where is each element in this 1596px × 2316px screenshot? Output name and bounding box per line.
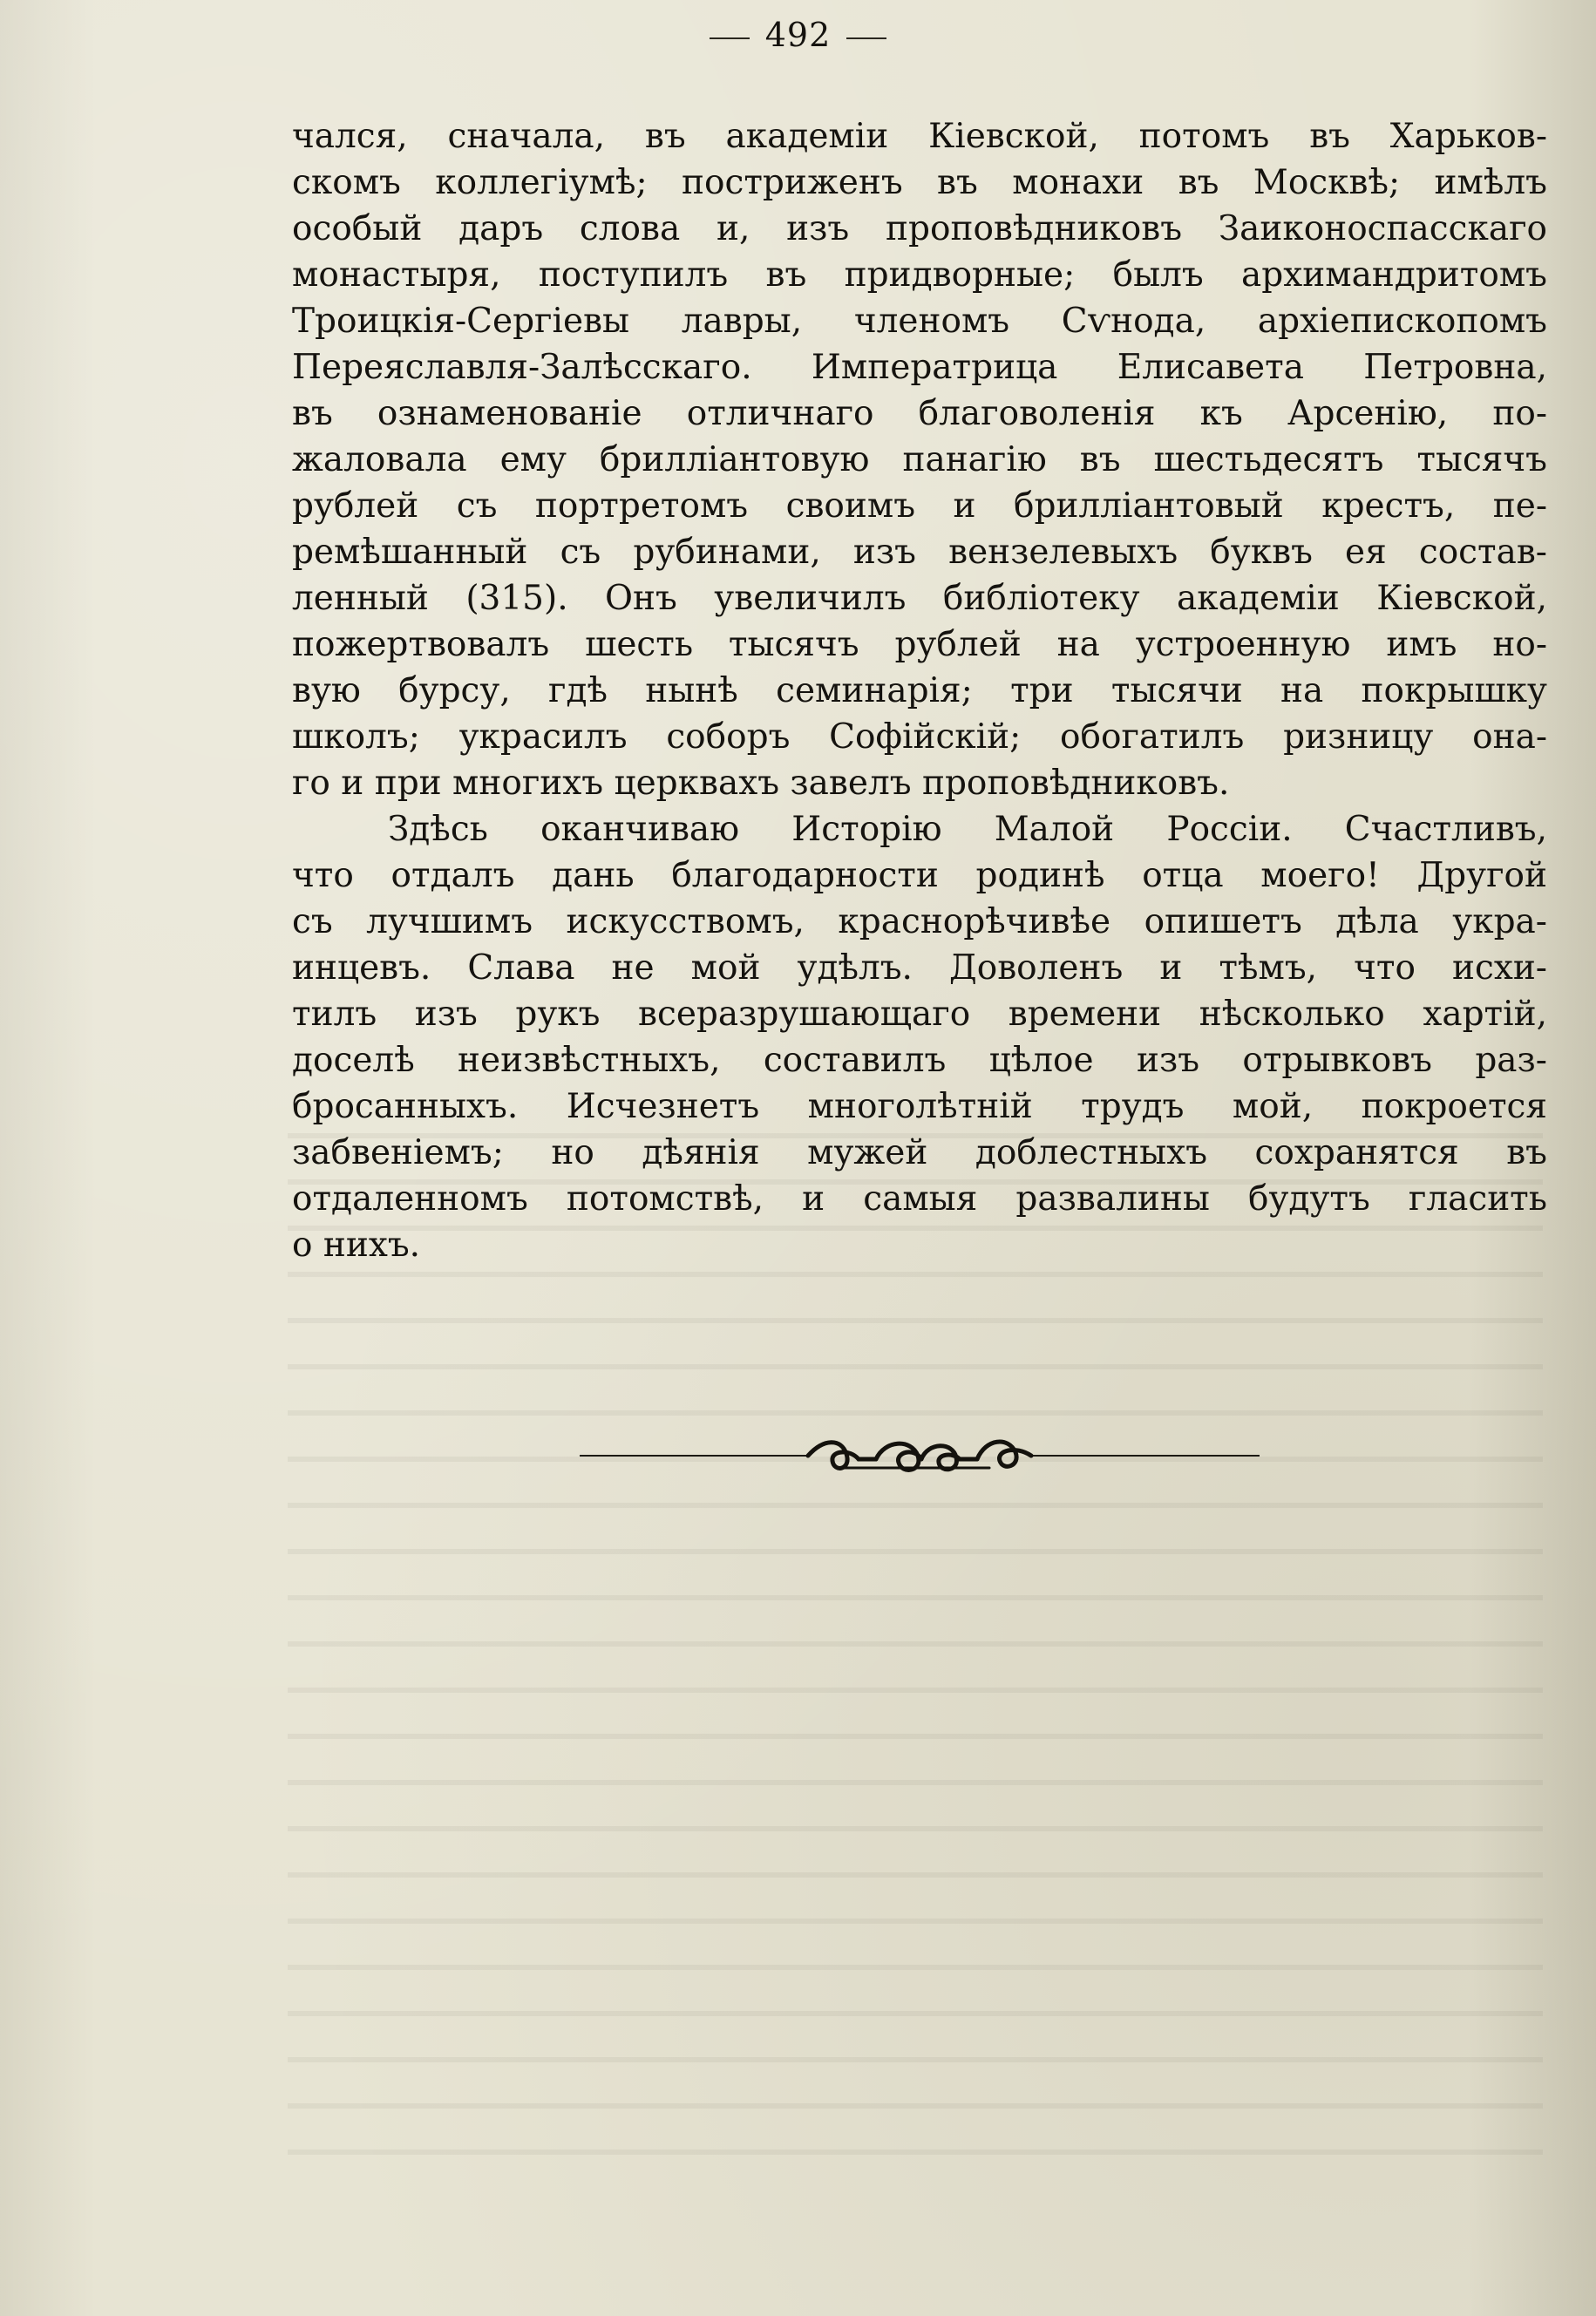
text-line: о нихъ. <box>292 1226 421 1265</box>
text-line: Переяславля-Залѣсскаго. Императрица Елисавета Петровна, <box>292 348 1547 387</box>
page-header <box>0 16 1596 54</box>
text-line: съ лучшимъ искусствомъ, краснорѣчивѣе опишетъ дѣла укра- <box>292 902 1547 941</box>
text-line: монастыря, поступилъ въ придворные; былъ архимандритомъ <box>292 255 1547 295</box>
text-line: вую бурсу, гдѣ нынѣ семинарія; три тысячи на покрышку <box>292 671 1547 710</box>
text-line: отдаленномъ потомствѣ, и самыя развалины будутъ гласить <box>292 1179 1547 1219</box>
text-line: рублей съ портретомъ своимъ и брилліантовый крестъ, пе- <box>292 486 1547 526</box>
text-line: жаловала ему брилліантовую панагію въ шестьдесятъ тысячъ <box>292 440 1547 479</box>
text-line: Троицкія-Сергіевы лавры, членомъ Сѵнода, архіепископомъ <box>292 302 1547 341</box>
header-dash-left <box>710 37 750 39</box>
text-line: тилъ изъ рукъ всеразрушающаго времени нѣсколько хартій, <box>292 995 1547 1034</box>
paragraph-1 <box>292 113 1547 806</box>
text-line: инцевъ. Слава не мой удѣлъ. Доволенъ и тѣмъ, что исхи- <box>292 948 1547 988</box>
body-text <box>292 113 1547 1268</box>
text-line: Здѣсь оканчиваю Исторію Малой Россіи. Счастливъ, <box>388 810 1547 849</box>
text-line: скомъ коллегіумѣ; постриженъ въ монахи въ Москвѣ; имѣлъ <box>292 163 1547 202</box>
paragraph-2 <box>292 806 1547 1268</box>
header-dash-right <box>846 37 886 39</box>
text-line: го и при многихъ церквахъ завелъ проповѣдниковъ. <box>292 764 1230 803</box>
page-number: 492 <box>764 16 832 54</box>
text-line: въ ознаменованіе отличнаго благоволенія къ Арсенію, по- <box>292 394 1547 433</box>
text-line: особый даръ слова и, изъ проповѣдниковъ Заиконоспасскаго <box>292 209 1547 248</box>
text-line: бросанныхъ. Исчезнетъ многолѣтній трудъ мой, покроется <box>292 1087 1547 1126</box>
text-line: пожертвовалъ шесть тысячъ рублей на устроенную имъ но- <box>292 625 1547 664</box>
bleed-through-texture <box>288 1133 1543 2179</box>
text-line: ленный (315). Онъ увеличилъ библіотеку академіи Кіевской, <box>292 579 1547 618</box>
ornament-flourish <box>808 1442 1031 1470</box>
text-line: ремѣшанный съ рубинами, изъ вензелевыхъ буквъ ея состав- <box>292 533 1547 572</box>
text-line: доселѣ неизвѣстныхъ, составилъ цѣлое изъ отрывковъ раз- <box>292 1041 1547 1080</box>
text-line: школъ; украсилъ соборъ Софійскій; обогатилъ ризницу она- <box>292 717 1547 757</box>
scroll-flourish-icon <box>580 1430 1260 1491</box>
text-line: чался, сначала, въ академіи Кіевской, потомъ въ Харьков- <box>292 117 1547 156</box>
text-line: что отдалъ дань благодарности родинѣ отца моего! Другой <box>292 856 1547 895</box>
text-line: забвеніемъ; но дѣянія мужей доблестныхъ сохранятся въ <box>292 1133 1547 1172</box>
